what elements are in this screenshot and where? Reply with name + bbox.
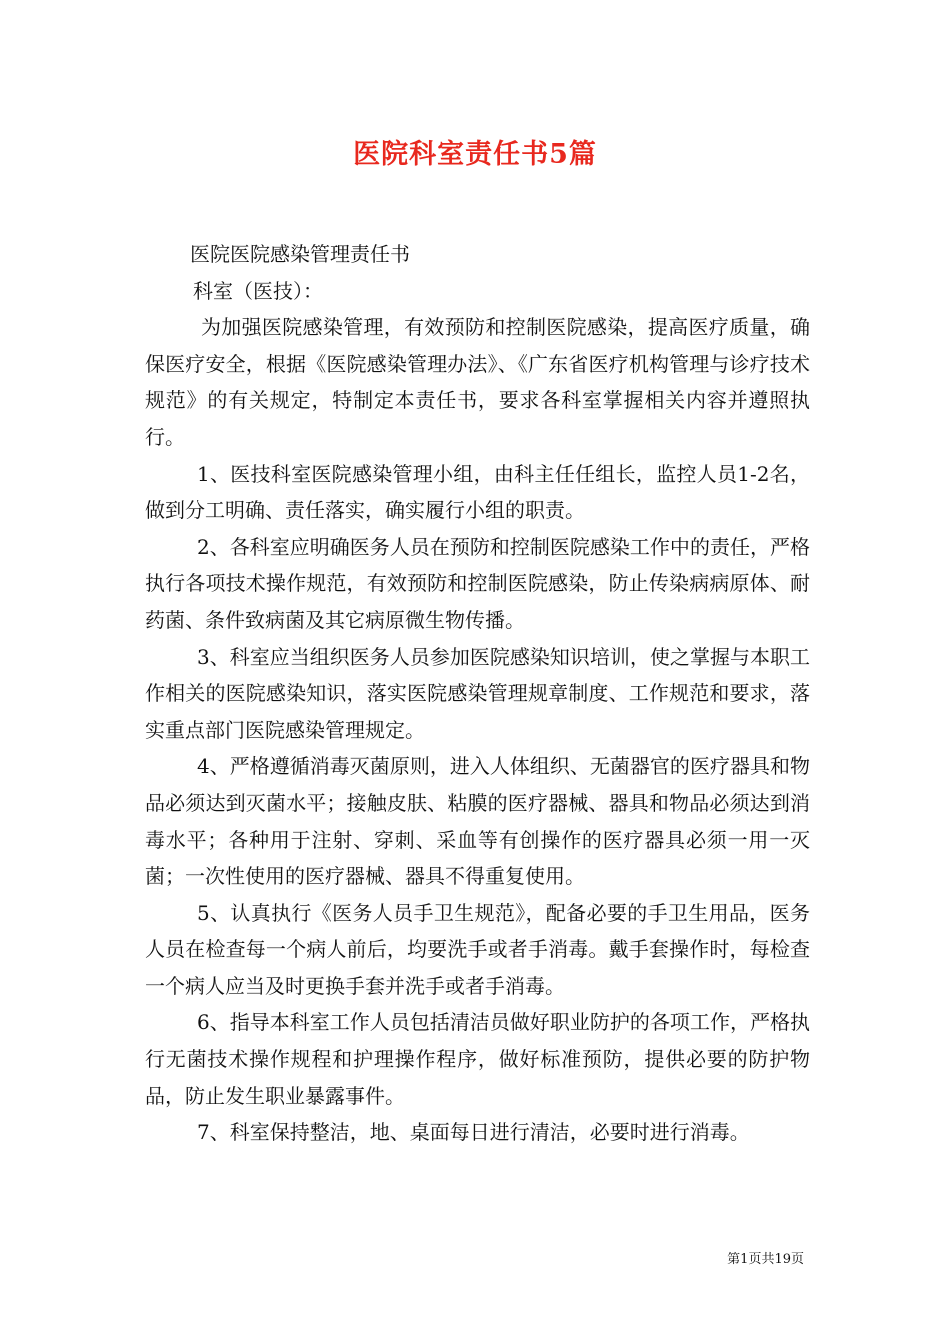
list-item: 1、医技科室医院感染管理小组，由科主任任组长，监控人员1-2名，做到分工明确、责任落实，确实履行小组的职责。 — [145, 461, 810, 523]
intro-paragraph: 为加强医院感染管理，有效预防和控制医院感染，提高医疗质量，确保医疗安全，根据《医院感染管理办法》、《广东省医疗机构管理与诊疗技术规范》的有关规定，特制定本责任书，要求各科室掌握相关内容并遵照执行。 — [145, 315, 810, 449]
document-title: 医院科室责任书5篇 — [353, 139, 597, 170]
list-item: 5、认真执行《医务人员手卫生规范》，配备必要的手卫生用品，医务人员在检查每一个病人前后，均要洗手或者手消毒。戴手套操作时，每检查一个病人应当及时更换手套并洗手或者手消毒。 — [145, 900, 810, 998]
list-item: 4、严格遵循消毒灭菌原则，进入人体组织、无菌器官的医疗器具和物品必须达到灭菌水平；接触皮肤、粘膜的医疗器械、器具和物品必须达到消毒水平；各种用于注射、穿刺、采血等有创操作的医疗器具必须一用一灭菌；一次性使用的医疗器械、器具不得重复使用。 — [145, 754, 810, 889]
section-heading: 医院医院感染管理责任书 — [190, 242, 410, 266]
document-body — [145, 236, 810, 1151]
list-item: 2、各科室应明确医务人员在预防和控制医院感染工作中的责任，严格执行各项技术操作规范，有效预防和控制医院感染，防止传染病病原体、耐药菌、条件致病菌及其它病原微生物传播。 — [145, 534, 810, 632]
list-item: 3、科室应当组织医务人员参加医院感染知识培训，使之掌握与本职工作相关的医院感染知识，落实医院感染管理规章制度、工作规范和要求，落实重点部门医院感染管理规定。 — [145, 644, 810, 742]
list-item: 6、指导本科室工作人员包括清洁员做好职业防护的各项工作，严格执行无菌技术操作规程和护理操作程序，做好标准预防，提供必要的防护物品，防止发生职业暴露事件。 — [145, 1010, 810, 1108]
department-line: 科室（医技）： — [193, 278, 323, 303]
page-number: 第1页共19页 — [727, 1252, 804, 1267]
list-item: 7、科室保持整洁，地、桌面每日进行清洁，必要时进行消毒。 — [197, 1120, 750, 1145]
